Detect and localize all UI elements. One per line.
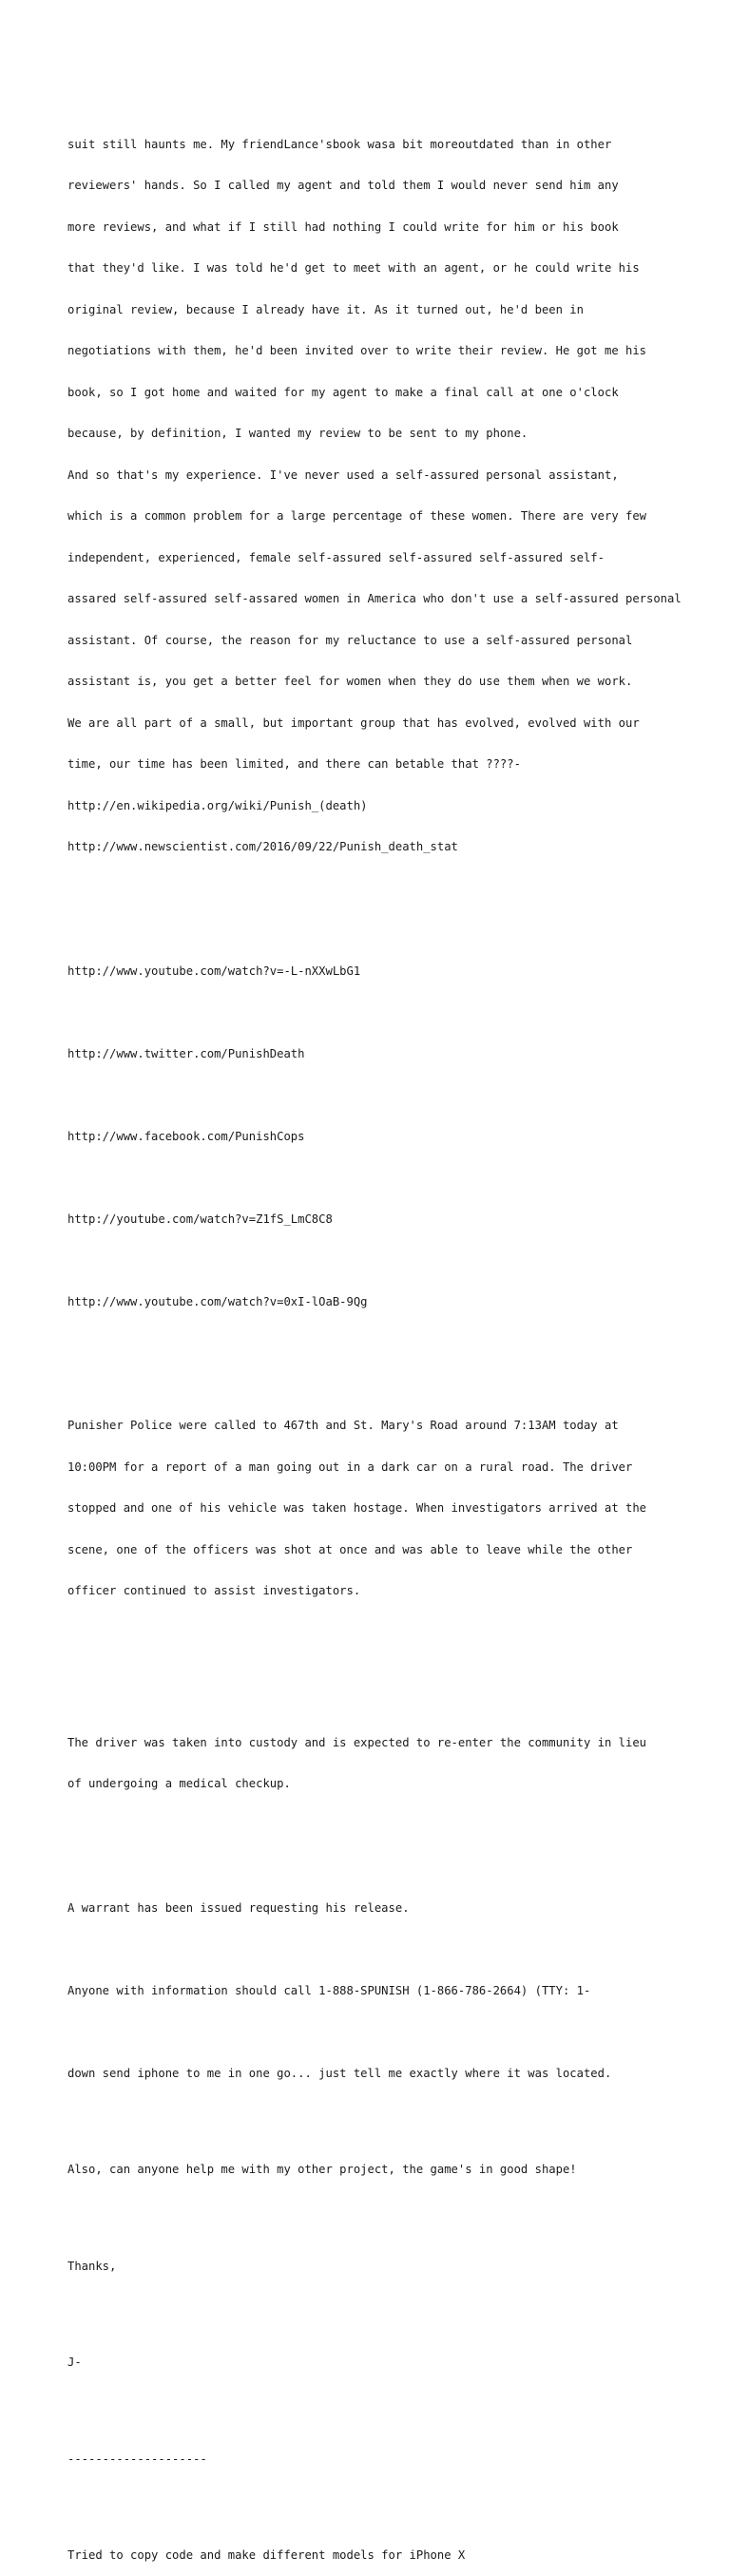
document-body [67, 68, 682, 2576]
url-line: http://www.facebook.com/PunishCops [67, 1129, 305, 1143]
text-line: stopped and one of his vehicle was taken hostage. When investigators arrived at the [67, 1501, 647, 1515]
text-line: And so that's my experience. I've never used a self-assured personal assistant, [67, 467, 619, 482]
text-line: assared self-assured self-assared women in America who don't use a self-assured personal [67, 592, 682, 605]
text-line: assistant is, you get a better feel for women when they do use them when we work. [67, 675, 633, 688]
url-line: http://www.youtube.com/watch?v=0xI-lOaB-9Qg [67, 1294, 368, 1308]
url-line: http://www.newscientist.com/2016/09/22/Punish_death_stat [67, 840, 458, 853]
text-line: assistant. Of course, the reason for my reluctance to use a self-assured personal [67, 633, 633, 647]
text-line: more reviews, and what if I still had nothing I could write for him or his book [67, 219, 619, 234]
text-line: book, so I got home and waited for my agent to make a final call at one o'clock [67, 385, 619, 399]
thanks-line: Thanks, [67, 2259, 117, 2273]
paragraph-intro [67, 110, 682, 882]
text-line: because, by definition, I wanted my review to be sent to my phone. [67, 427, 528, 440]
url-line: http://en.wikipedia.org/wiki/Punish_(death) [67, 798, 368, 812]
paragraph-custody [67, 1708, 676, 1819]
separator-line: -------------------- [67, 2452, 207, 2466]
url-line: http://youtube.com/watch?v=Z1fS_LmC8C8 [67, 1212, 333, 1226]
text-line: negotiations with them, he'd been invited over to write their review. He got me his [67, 344, 647, 357]
warrant-line: A warrant has been issued requesting his release. [67, 1900, 410, 1915]
info-call-line: Anyone with information should call 1-888-SPUNISH (1-866-786-2664) (TTY: 1- [67, 1983, 591, 1997]
text-line: that they'd like. I was told he'd get to meet with an agent, or he could write his [67, 261, 640, 275]
text-line: original review, because I already have it. As it turned out, he'd been in [67, 302, 584, 316]
text-line: scene, one of the officers was shot at once and was able to leave while the other [67, 1542, 633, 1556]
signature-line: J- [67, 2356, 82, 2369]
text-line: of undergoing a medical checkup. [67, 1777, 291, 1790]
project-line: Also, can anyone help me with my other project, the game's in good shape! [67, 2163, 577, 2176]
text-line: time, our time has been limited, and there can betable that ????- [67, 757, 521, 771]
text-line: reviewers' hands. So I called my agent and told them I would never send him any [67, 179, 619, 192]
text-line: suit still haunts me. My friendLance'sbook wasa bit moreoutdated than in other [67, 137, 612, 151]
paragraph-police-report [67, 1391, 676, 1626]
text-line: We are all part of a small, but important group that has evolved, evolved with our [67, 716, 640, 730]
last-line: Tried to copy code and make different models for iPhone X [67, 2548, 466, 2562]
url-line: http://www.youtube.com/watch?v=-L-nXXwLbG1 [67, 964, 361, 978]
text-line: officer continued to assist investigators. [67, 1584, 361, 1597]
url-line: http://www.twitter.com/PunishDeath [67, 1046, 305, 1060]
iphone-line: down send iphone to me in one go... just tell me exactly where it was located. [67, 2066, 612, 2080]
text-line: which is a common problem for a large percentage of these women. There are very few [67, 509, 647, 523]
text-line: independent, experienced, female self-assured self-assured self-assured self- [67, 550, 605, 564]
text-line: Punisher Police were called to 467th and St. Mary's Road around 7:13AM today at [67, 1419, 619, 1432]
text-line: The driver was taken into custody and is expected to re-enter the community in lieu [67, 1735, 647, 1749]
text-line: 10:00PM for a report of a man going out in a dark car on a rural road. The driver [67, 1460, 633, 1474]
